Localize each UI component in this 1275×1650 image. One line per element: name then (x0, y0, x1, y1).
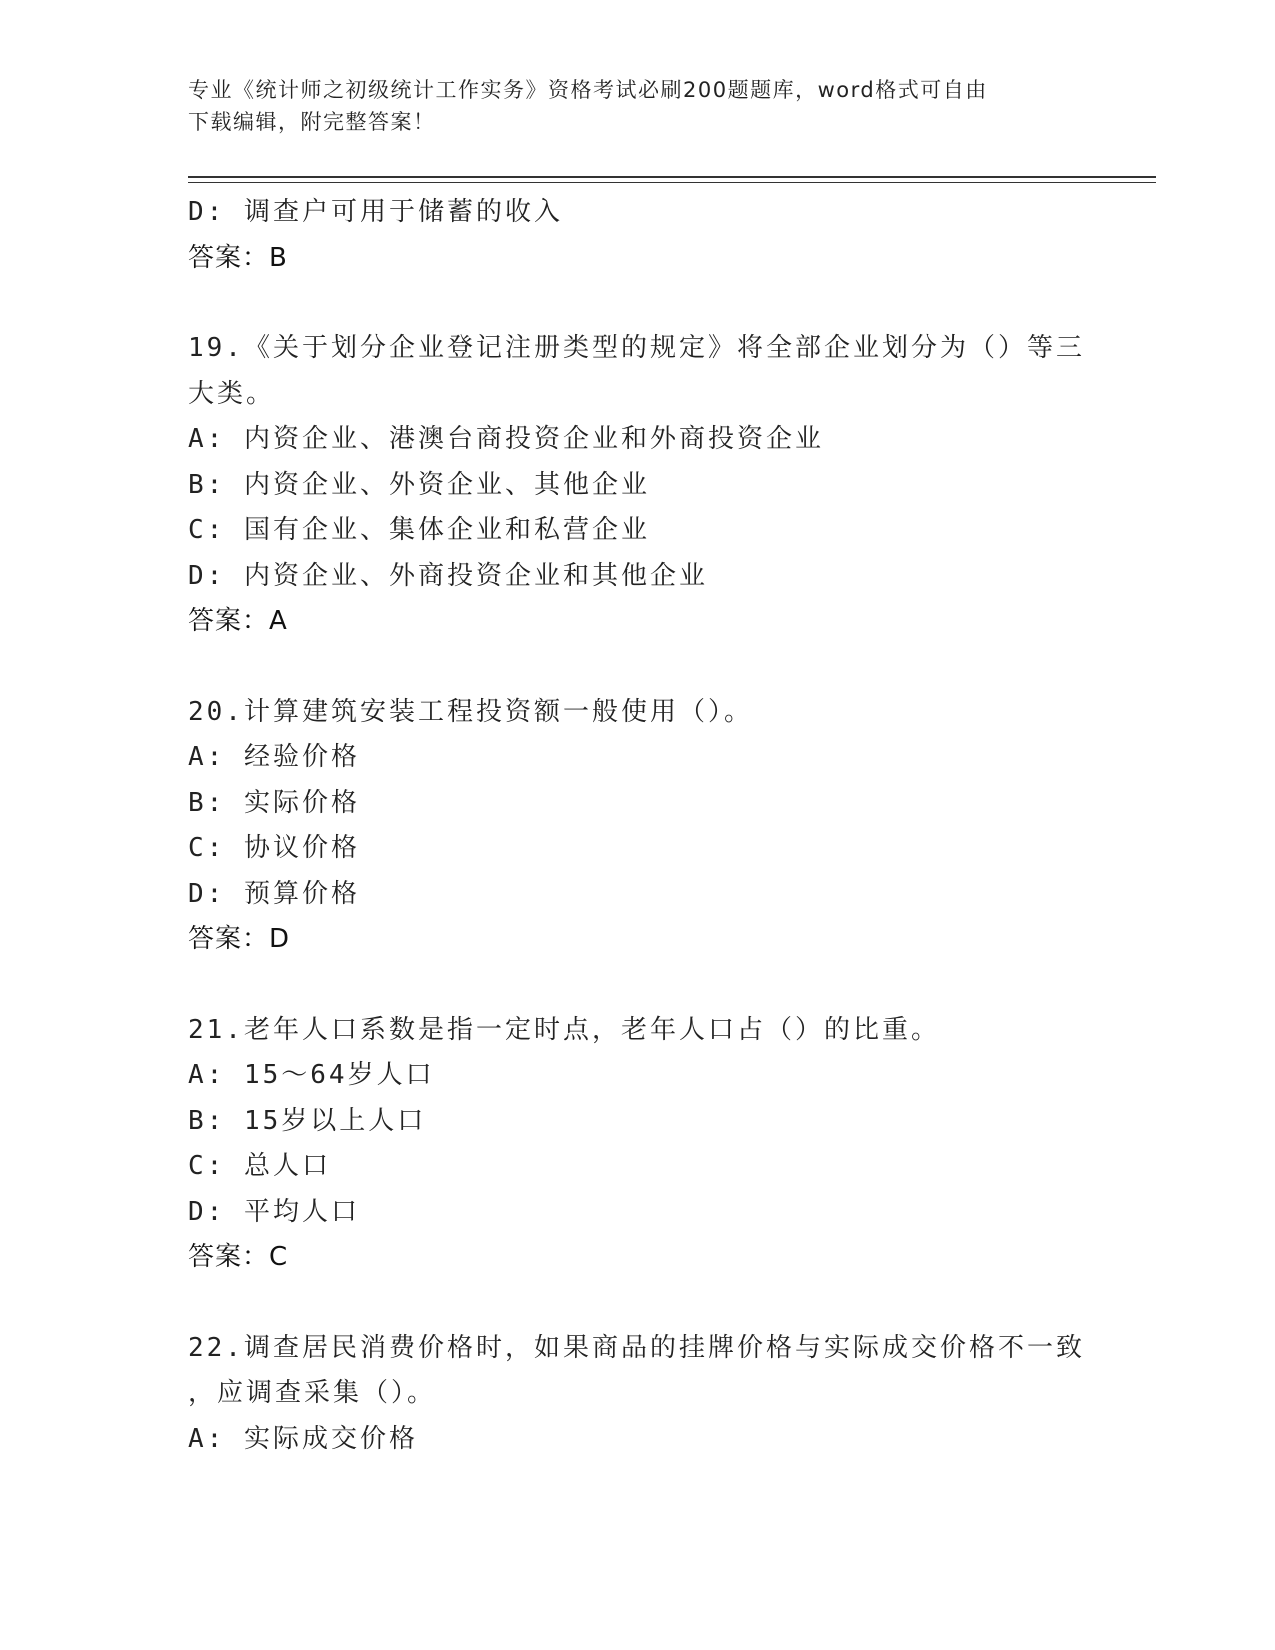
question-stem: 19.《关于划分企业登记注册类型的规定》将全部企业划分为（）等三 (188, 333, 1085, 363)
option-d: D: 调查户可用于储蓄的收入 (188, 197, 563, 227)
option-a: A: 内资企业、港澳台商投资企业和外商投资企业 (188, 424, 824, 454)
document-header (188, 74, 1088, 138)
previous-question-tail (188, 190, 1088, 281)
question-content (188, 190, 1088, 1462)
option-c: C: 总人口 (188, 1151, 331, 1181)
option-b: B: 内资企业、外资企业、其他企业 (188, 469, 650, 500)
header-divider-thin (188, 182, 1156, 183)
question-19 (188, 326, 1088, 645)
answer-line: 答案：B (188, 242, 288, 273)
header-line-1: 专业《统计师之初级统计工作实务》资格考试必刷200题题库，word格式可自由 (188, 78, 988, 102)
option-a: A: 实际成交价格 (188, 1423, 418, 1454)
question-stem-continued: ，应调查采集（）。 (188, 1378, 437, 1408)
option-b: B: 15岁以上人口 (188, 1105, 427, 1136)
question-21 (188, 1008, 1088, 1281)
option-a: A: 经验价格 (188, 742, 360, 772)
answer-line: 答案：C (188, 1242, 289, 1272)
question-stem: 22.调查居民消费价格时，如果商品的挂牌价格与实际成交价格不一致 (188, 1332, 1085, 1363)
option-b: B: 实际价格 (188, 787, 360, 818)
question-20 (188, 690, 1088, 963)
question-stem: 20.计算建筑安装工程投资额一般使用（）。 (188, 696, 753, 727)
header-line-2: 下载编辑，附完整答案！ (188, 110, 436, 134)
question-22 (188, 1326, 1088, 1463)
option-d: D: 预算价格 (188, 878, 360, 909)
question-stem-continued: 大类。 (188, 378, 276, 409)
option-c: C: 国有企业、集体企业和私营企业 (188, 515, 650, 545)
answer-line: 答案：A (188, 606, 288, 636)
question-stem: 21.老年人口系数是指一定时点，老年人口占（）的比重。 (188, 1014, 940, 1045)
option-c: C: 协议价格 (188, 833, 360, 863)
answer-line: 答案：D (188, 924, 291, 954)
option-d: D: 平均人口 (188, 1196, 360, 1227)
option-a: A: 15～64岁人口 (188, 1060, 435, 1090)
option-d: D: 内资企业、外商投资企业和其他企业 (188, 560, 708, 591)
header-divider-thick (188, 176, 1156, 178)
